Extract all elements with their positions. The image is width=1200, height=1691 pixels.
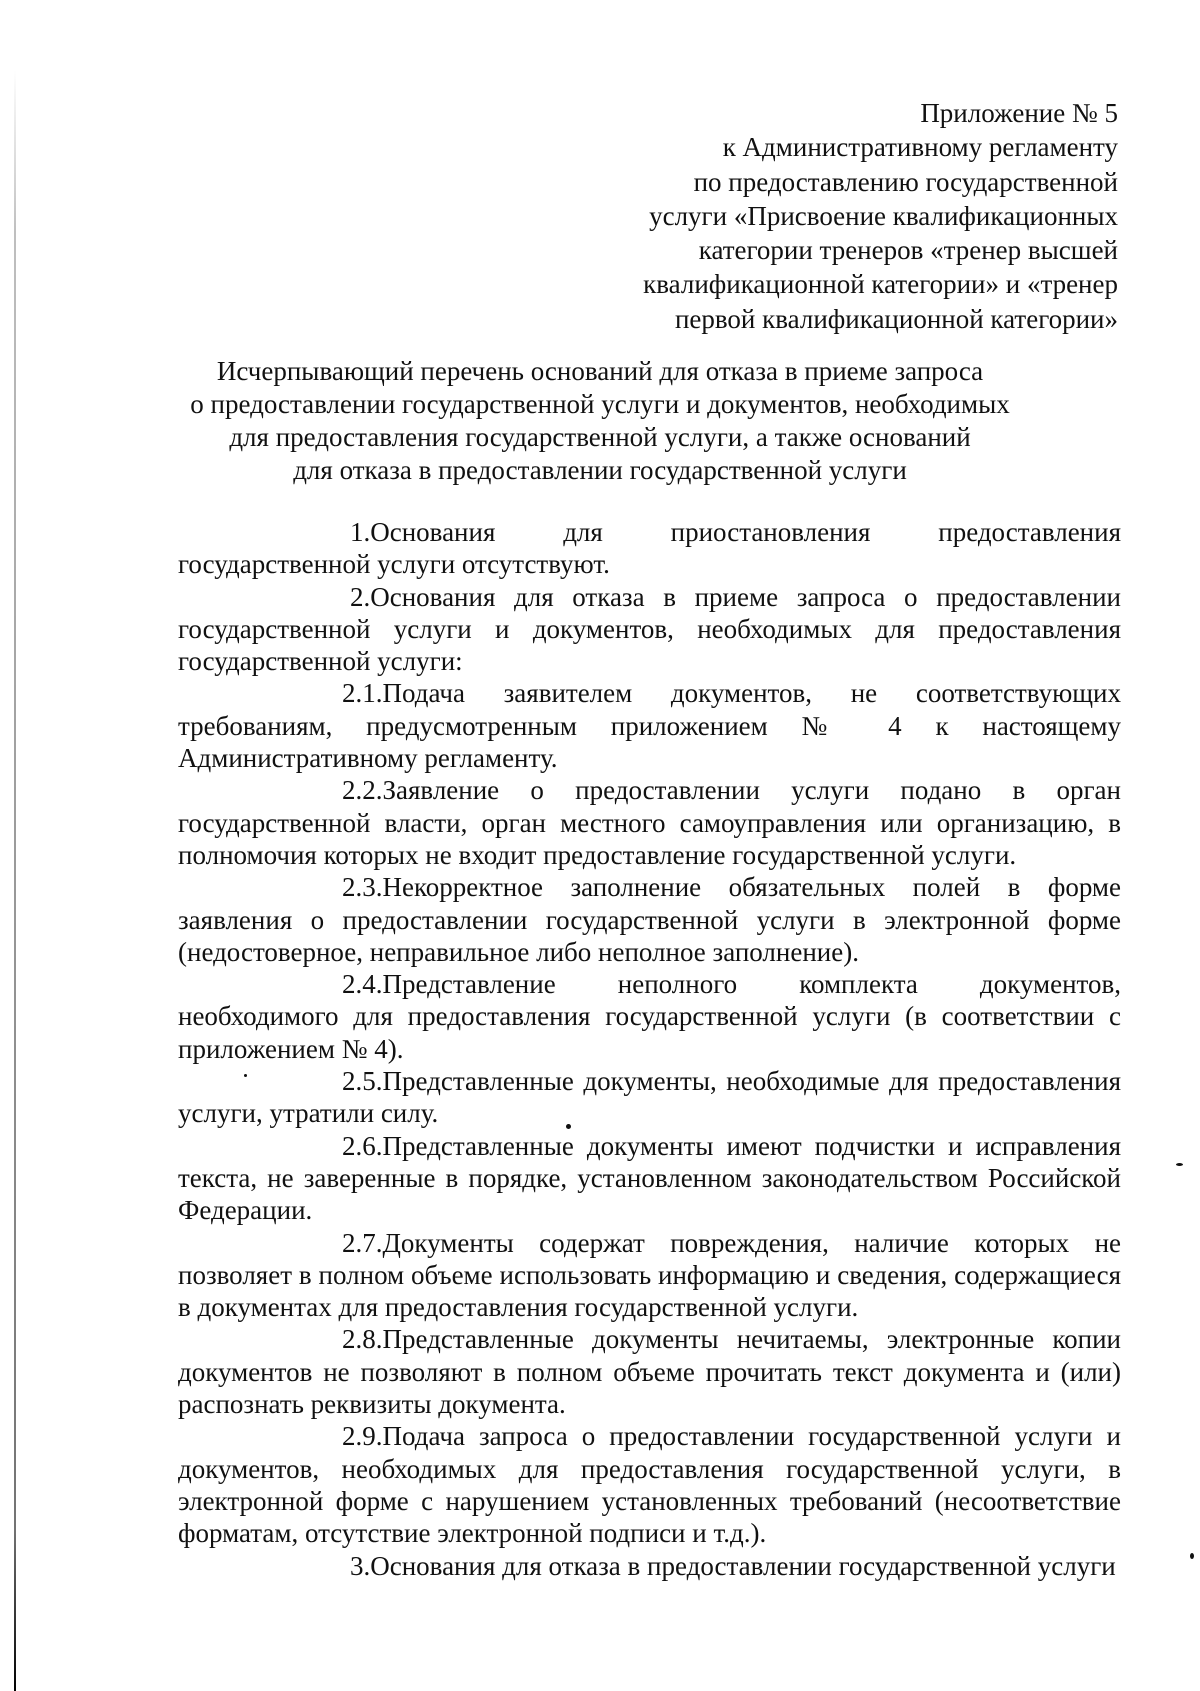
scan-speck (566, 1124, 571, 1129)
item-number: 2.6. (342, 1130, 383, 1161)
item-number: 2.8. (342, 1324, 383, 1355)
title-line: для предоставления государственной услуги, а также оснований (229, 422, 971, 452)
paragraph-2-2 (178, 774, 1121, 871)
annex-line: категории тренеров «тренер высшей (698, 235, 1118, 266)
paragraph-2-3 (178, 871, 1121, 968)
scan-speck (1190, 1553, 1194, 1559)
annex-line: первой квалификационной категории» (674, 303, 1118, 334)
paragraph-2-1 (178, 677, 1121, 774)
item-number: 2.3. (342, 872, 383, 903)
item-text: Представленные документы, необходимые для предоставления услуги, утратили силу. (178, 1066, 1121, 1129)
item-text: Документы содержат повреждения, наличие которых не позволяет в полном объеме использовать информацию и сведения, содержащиеся в документах для предоставления государственной услуги. (178, 1227, 1121, 1323)
annex-header (643, 96, 1118, 336)
item-number: 2.4. (342, 969, 383, 1000)
item-number: 2.9. (342, 1421, 383, 1452)
title-line: о предоставлении государственной услуги и документов, необходимых (190, 389, 1010, 419)
item-text: Представленные документы имеют подчистки и исправления текста, не заверенные в порядке, установленном законодательством Российской Федерации. (178, 1130, 1121, 1226)
item-text: Основания для приостановления предоставления государственной услуги отсутствуют. (178, 517, 1121, 580)
item-number: 2. (350, 581, 371, 612)
scan-speck (1176, 1163, 1183, 1166)
annex-line: услуги «Присвоение квалификационных (649, 200, 1118, 231)
paragraph-2 (178, 581, 1121, 678)
document-title (180, 355, 1020, 487)
item-text: Некорректное заполнение обязательных полей в форме заявления о предоставлении государственной услуги в электронной форме (недостоверное, неправильное либо неполное заполнение). (178, 872, 1121, 967)
item-text: Заявление о предоставлении услуги подано в орган государственной власти, орган местного самоуправления или организацию, в полномочия которых не входит предоставление государственной услуги. (178, 775, 1121, 870)
paragraph-2-8 (178, 1323, 1121, 1420)
annex-line: Приложение № 5 (920, 98, 1118, 128)
annex-line: квалификационной категории» и «тренер (643, 269, 1118, 300)
item-number: 2.5. (342, 1066, 383, 1097)
item-text: Основания для отказа в предоставлении государственной услуги (370, 1550, 1116, 1581)
annex-line: по предоставлению государственной (693, 166, 1118, 197)
document-body (178, 516, 1121, 1582)
item-text: Подача запроса о предоставлении государственной услуги и документов, необходимых для предоставления государственной услуги, в электронной форме с нарушением установленных требований (несоответствие форматам, отсутствие электронной подписи и т.д.). (178, 1421, 1121, 1549)
paragraph-2-5 (178, 1065, 1121, 1130)
item-number: 3. (350, 1550, 371, 1581)
paragraph-2-7 (178, 1227, 1121, 1324)
annex-line: к Административному регламенту (722, 132, 1118, 163)
item-text: Представление неполного комплекта документов, необходимого для предоставления государственной услуги (в соответствии с приложением № 4). (178, 969, 1121, 1064)
item-text: Подача заявителем документов, не соответствующих требованиям, предусмотренным приложением № 4 к настоящему Административному регламенту. (178, 678, 1121, 774)
paragraph-3 (178, 1550, 1121, 1582)
scan-edge-line (14, 70, 16, 1691)
item-text: Основания для отказа в приеме запроса о предоставлении государственной услуги и документов, необходимых для предоставления государственной услуги: (178, 581, 1121, 677)
item-number: 2.7. (342, 1227, 383, 1258)
paragraph-2-6 (178, 1130, 1121, 1227)
item-number: 2.2. (342, 775, 383, 806)
paragraph-1 (178, 516, 1121, 581)
item-number: 1. (350, 517, 371, 547)
paragraph-2-9 (178, 1420, 1121, 1549)
scan-speck (244, 1074, 247, 1077)
title-line: для отказа в предоставлении государственной услуги (293, 455, 907, 485)
item-text: Представленные документы нечитаемы, электронные копии документов не позволяют в полном объеме прочитать текст документа и (или) распознать реквизиты документа. (178, 1324, 1121, 1420)
title-line: Исчерпывающий перечень оснований для отказа в приеме запроса (216, 356, 984, 386)
paragraph-2-4 (178, 968, 1121, 1065)
item-number: 2.1. (342, 678, 383, 709)
